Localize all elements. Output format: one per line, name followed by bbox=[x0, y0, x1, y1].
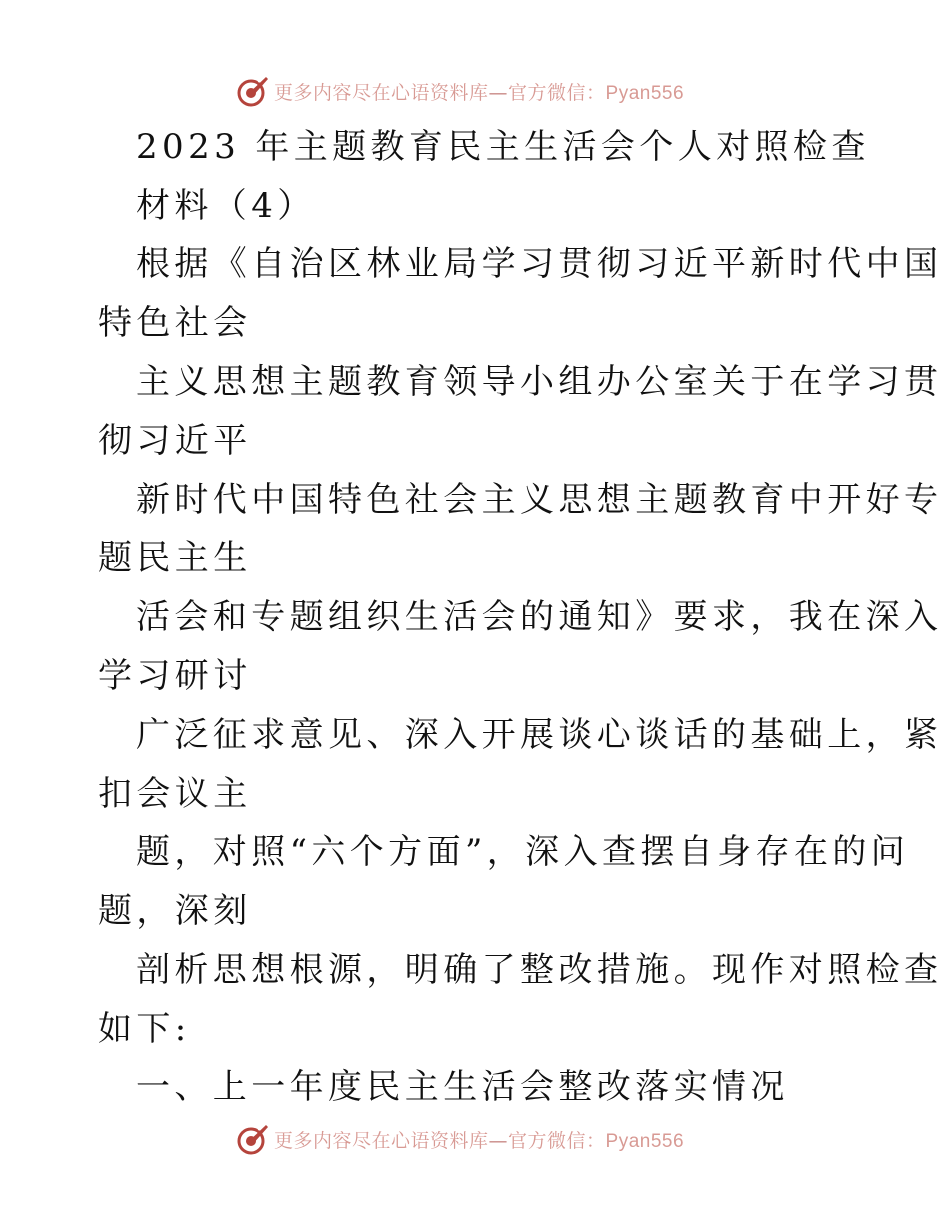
quill-pen-circle-icon bbox=[236, 1122, 270, 1156]
paragraph-line: 题，深刻 bbox=[98, 891, 252, 931]
document-title-line-1: 2023 年主题教育民主生活会个人对照检查 bbox=[136, 127, 870, 167]
paragraph-line: 题民主生 bbox=[98, 538, 252, 578]
paragraph-line: 剖析思想根源，明确了整改措施。现作对照检查 bbox=[136, 950, 943, 990]
footer-watermark bbox=[236, 1122, 684, 1156]
section-heading: 一、上一年度民主生活会整改落实情况 bbox=[136, 1067, 789, 1107]
paragraph-line: 主义思想主题教育领导小组办公室关于在学习贯 bbox=[136, 362, 943, 402]
watermark-text: 更多内容尽在心语资料库—官方微信：Pyan556 bbox=[274, 1129, 685, 1152]
header-watermark bbox=[236, 74, 684, 108]
paragraph-line: 如下: bbox=[98, 1009, 191, 1049]
paragraph-line: 题，对照“六个方面”，深入查摆自身存在的问 bbox=[136, 832, 910, 872]
quill-pen-circle-icon bbox=[236, 74, 270, 108]
paragraph-line: 彻习近平 bbox=[98, 421, 252, 461]
paragraph-line: 扣会议主 bbox=[98, 774, 252, 814]
paragraph-line: 特色社会 bbox=[98, 303, 252, 343]
paragraph-line: 活会和专题组织生活会的通知》要求，我在深入 bbox=[136, 597, 943, 637]
watermark-text: 更多内容尽在心语资料库—官方微信：Pyan556 bbox=[274, 81, 685, 104]
document-title-line-2: 材料（4） bbox=[136, 186, 316, 226]
paragraph-line: 学习研讨 bbox=[98, 656, 252, 696]
paragraph-line: 新时代中国特色社会主义思想主题教育中开好专 bbox=[136, 480, 943, 520]
paragraph-line: 广泛征求意见、深入开展谈心谈话的基础上，紧 bbox=[136, 715, 943, 755]
paragraph-line: 根据《自治区林业局学习贯彻习近平新时代中国 bbox=[136, 244, 943, 284]
